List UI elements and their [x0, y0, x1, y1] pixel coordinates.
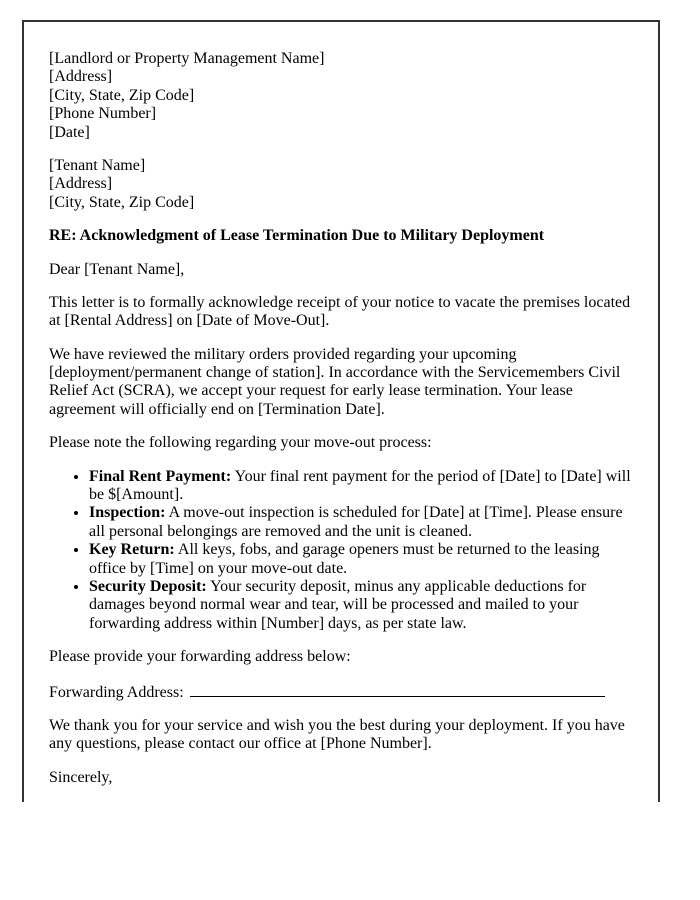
moveout-list	[49, 468, 633, 634]
list-item-label: Inspection:	[89, 504, 166, 522]
forwarding-address-blank	[190, 682, 605, 697]
tenant-name: [Tenant Name]	[49, 156, 146, 174]
tenant-city-state-zip: [City, State, Zip Code]	[49, 193, 195, 211]
sender-address-block	[49, 50, 633, 142]
list-item-text: Your final rent payment for the period of [Date] to [Date] will be $[Amount].	[89, 467, 631, 504]
list-item-label: Final Rent Payment:	[89, 467, 232, 485]
subject-line: RE: Acknowledgment of Lease Termination Due to Military Deployment	[49, 227, 545, 245]
salutation: Dear [Tenant Name],	[49, 260, 185, 278]
sender-phone: [Phone Number]	[49, 105, 157, 123]
list-item-text: A move-out inspection is scheduled for [Date] at [Time]. Please ensure all personal belongings are removed and the unit is cleaned.	[89, 504, 623, 540]
paragraph-moveout-intro: Please note the following regarding your move-out process:	[49, 434, 432, 452]
list-item-text: All keys, fobs, and garage openers must be returned to the leasing office by [Time] on your move-out date.	[89, 541, 600, 577]
tenant-address: [Address]	[49, 175, 113, 193]
forwarding-address-line	[49, 682, 633, 702]
paragraph-forwarding-prompt: Please provide your forwarding address below:	[49, 648, 351, 666]
forwarding-address-label: Forwarding Address:	[49, 683, 184, 701]
list-item-final-rent	[89, 468, 633, 505]
list-item-label: Key Return:	[89, 541, 175, 559]
list-item-inspection	[89, 504, 633, 541]
list-item-security-deposit	[89, 578, 633, 633]
recipient-address-block	[49, 157, 633, 212]
letter-page	[22, 20, 660, 802]
sender-name: [Landlord or Property Management Name]	[49, 50, 325, 67]
paragraph-acknowledgment: This letter is to formally acknowledge receipt of your notice to vacate the premises located at [Rental Address] on [Date of Move-Out].	[49, 293, 631, 330]
sender-address: [Address]	[49, 68, 113, 86]
sender-city-state-zip: [City, State, Zip Code]	[49, 86, 195, 104]
list-item-label: Security Deposit:	[89, 577, 207, 595]
list-item-key-return	[89, 541, 633, 578]
letter-date: [Date]	[49, 123, 90, 141]
signoff: Sincerely,	[49, 768, 113, 786]
list-item-text: Your security deposit, minus any applicable deductions for damages beyond normal wear and tear, will be processed and mailed to your forwarding address within [Number] days, as per state law.	[89, 577, 587, 632]
paragraph-scra-review: We have reviewed the military orders provided regarding your upcoming [deployment/permanent change of station]. In accordance with the Servicemembers Civil Relief Act (SCRA), we accept your request for early lease termination. Your lease agreement will officially end on [Termination Date].	[49, 345, 621, 418]
paragraph-closing: We thank you for your service and wish you the best during your deployment. If you have any questions, please contact our office at [Phone Number].	[49, 716, 625, 753]
